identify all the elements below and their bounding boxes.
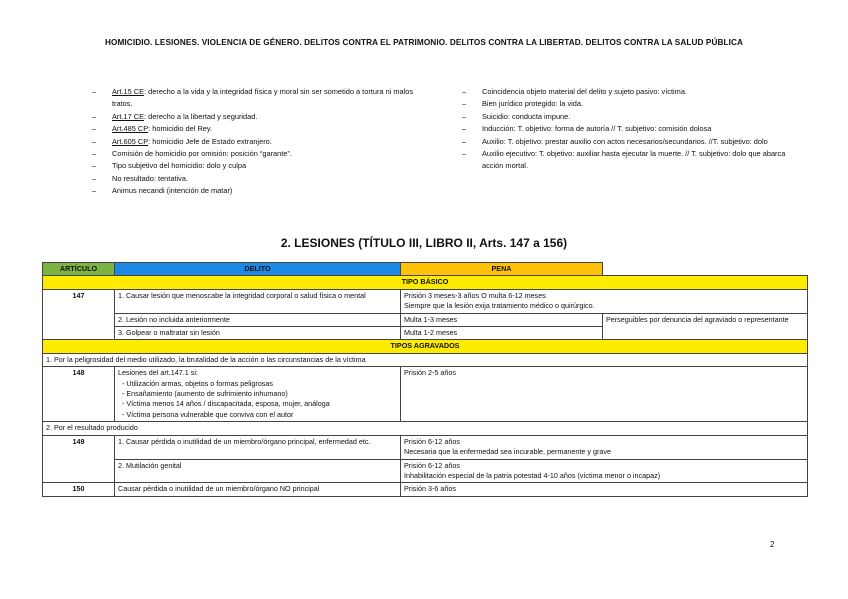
article-number: 147: [43, 289, 115, 340]
article-reference: Art.485 CP: [112, 124, 149, 134]
pena-cell: Prisión 2-5 años: [401, 367, 808, 422]
delito-cell: 2. Mutilación genital: [115, 459, 401, 483]
list-item: – Inducción: T. objetivo: forma de autoría // T. subjetivo: comisión dolosa: [462, 123, 792, 135]
pena-cell: [401, 459, 808, 483]
header-delito: DELITO: [115, 263, 401, 276]
pena-line: Prisión 6-12 años: [404, 436, 460, 446]
page-header: HOMICIDIO. LESIONES. VIOLENCIA DE GÉNERO. DELITOS CONTRA EL PATRIMONIO. DELITOS CONTRA LA LIBERTAD. DELITOS CONTRA LA SALUD PÚBLICA: [105, 38, 743, 47]
article-reference: Art.605 CP: [112, 136, 149, 146]
list-item-text: : homicidio Jefe de Estado extranjero.: [148, 136, 272, 146]
header-empty-cell: [603, 263, 808, 276]
list-item: – Auxilio ejecutivo: T. objetivo: auxiliar hasta ejecutar la muerte. // T. subjetivo: dolo que abarca acción mortal.: [462, 148, 792, 173]
pena-cell: [401, 289, 808, 313]
list-item-text: : derecho a la vida y la integridad física y moral sin ser sometido a tortura ni malos tratos.: [112, 87, 414, 109]
table-row: [43, 435, 808, 459]
band-tipos-agravados: TIPOS AGRAVADOS: [43, 340, 808, 353]
table-row: [43, 459, 808, 483]
article-number: 149: [43, 435, 115, 483]
table-row: [43, 313, 808, 326]
delito-cell: 2. Lesión no incluida anteriormente: [115, 313, 401, 326]
list-item: [92, 185, 427, 197]
list-item-text: Animus necandi (intención de matar): [112, 186, 233, 196]
article-number: 148: [43, 367, 115, 422]
pena-line: Prisión 6-12 años: [404, 460, 460, 470]
pena-line: Siempre que la lesión exija tratamiento médico o quirúrgico.: [404, 301, 595, 311]
group-heading: 2. Por el resultado producido: [43, 422, 808, 435]
table-row: [43, 289, 808, 313]
list-item: – Coincidencia objeto material del delito y sujeto pasivo: víctima.: [462, 86, 792, 98]
pena-cell: Prisión 3-6 años: [401, 483, 808, 496]
list-item-text: Tipo subjetivo del homicidio: dolo y culpa: [112, 161, 247, 171]
pena-line: Necesaria que la enfermedad sea incurable, permanente y grave: [404, 447, 611, 457]
article-reference: Art.17 CE: [112, 111, 145, 121]
list-item-text: : derecho a la libertad y seguridad.: [144, 111, 258, 121]
list-item: – Suicidio: conducta impune.: [462, 111, 792, 123]
pena-cell: Multa 1-2 meses: [401, 327, 603, 340]
list-item: – Bien jurídico protegido: la vida.: [462, 98, 792, 110]
group-heading: 1. Por la peligrosidad del medio utilizado, la brutalidad de la acción o las circunstancias de la víctima: [43, 353, 808, 366]
list-item: - Ensañamiento (aumento de sufrimiento inhumano): [122, 389, 288, 399]
list-item: [92, 173, 427, 185]
header-articulo: ARTÍCULO: [43, 263, 115, 276]
left-bullet-list: [92, 86, 427, 198]
pena-cell: Multa 1-3 meses: [401, 313, 603, 326]
table-row: [43, 367, 808, 422]
delito-cell: [115, 367, 401, 422]
list-item: [92, 136, 427, 148]
lesiones-table: [42, 262, 808, 497]
right-bullet-list: [462, 86, 792, 173]
delito-cell: 1. Causar pérdida o inutilidad de un miembro/órgano principal, enfermedad etc.: [115, 435, 401, 459]
article-number: 150: [43, 483, 115, 496]
table-row: [43, 422, 808, 435]
table-row: [43, 340, 808, 353]
note-cell: Perseguibles por denuncia del agraviado o representante: [603, 313, 808, 340]
list-item-text: : homicidio del Rey.: [148, 124, 213, 134]
list-item-text: No resultado: tentativa.: [112, 173, 189, 183]
list-item: [92, 86, 427, 111]
list-item-text: Comisión de homicidio por omisión: posición “garante”.: [112, 149, 292, 159]
list-item: [92, 148, 427, 160]
list-item: [92, 123, 427, 135]
delito-cell: 3. Golpear o maltratar sin lesión: [115, 327, 401, 340]
list-item: [92, 160, 427, 172]
table-row: [43, 483, 808, 496]
table-row: [43, 276, 808, 289]
list-item: – Auxilio: T. objetivo: prestar auxilio con actos necesarios/secundarios. //T. subjetivo: dolo: [462, 136, 792, 148]
table-header-row: [43, 263, 808, 276]
header-pena: PENA: [401, 263, 603, 276]
list-item: - Víctima menos 14 años / discapacitada, esposa, mujer, análoga: [122, 399, 330, 409]
delito-cell: 1. Causar lesión que menoscabe la integridad corporal o salud física o mental: [115, 289, 401, 313]
list-item: [92, 111, 427, 123]
article-reference: Art.15 CE: [112, 87, 145, 96]
pena-cell: [401, 435, 808, 459]
table-row: [43, 353, 808, 366]
band-tipo-basico: TIPO BÁSICO: [43, 276, 808, 289]
delito-intro: Lesiones del art.147.1 si:: [118, 368, 198, 378]
pena-line: Inhabilitación especial de la patria potestad 4-10 años (víctima menor o incapaz): [404, 470, 661, 480]
page-number: 2: [770, 540, 775, 549]
section-title: 2. LESIONES (TÍTULO III, LIBRO II, Arts. 147 a 156): [280, 236, 568, 250]
pena-line: Prisión 3 meses-3 años O multa 6-12 meses: [404, 290, 546, 300]
list-item: - Víctima persona vulnerable que conviva con el autor: [122, 409, 294, 419]
list-item: - Utilización armas, objetos o formas peligrosas: [122, 378, 273, 388]
delito-cell: Causar pérdida o inutilidad de un miembro/órgano NO principal: [115, 483, 401, 496]
